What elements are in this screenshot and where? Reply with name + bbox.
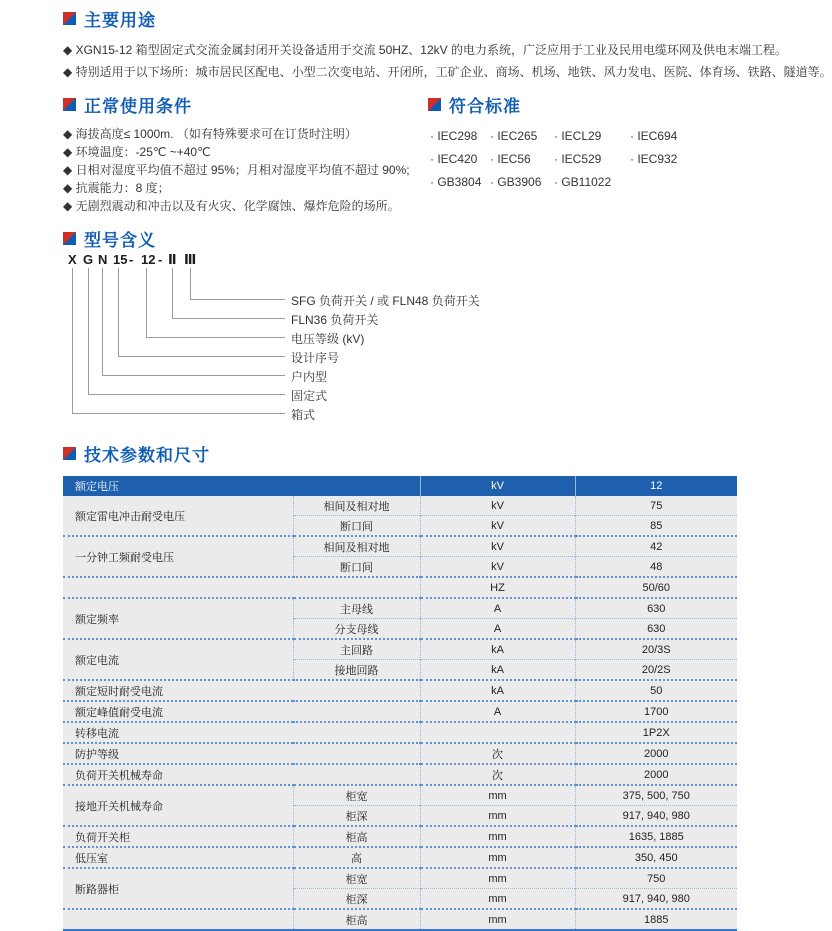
cell-value: 917, 940, 980 <box>575 889 737 910</box>
section-conditions <box>63 92 433 215</box>
section-title-specs <box>63 441 737 466</box>
table-row <box>63 577 737 598</box>
cell-sub: 柜深 <box>293 806 420 827</box>
cell-value: 2000 <box>575 743 737 764</box>
branch-line <box>172 318 285 319</box>
cell-value: 630 <box>575 598 737 619</box>
model-branch-label: 户内型 <box>291 370 328 384</box>
model-code-part: 12 <box>141 252 156 267</box>
cell-sub: 柜深 <box>293 889 420 910</box>
standard-item: · GB3804 <box>430 175 482 189</box>
page-section-heading: 正常使用条件 <box>84 97 192 116</box>
table-row <box>63 598 737 619</box>
page-section-heading: 型号含义 <box>84 231 156 250</box>
cell-unit: mm <box>420 806 575 827</box>
branch-line <box>72 413 285 414</box>
cell-unit: kV <box>420 557 575 578</box>
cell-value: 1700 <box>575 701 737 722</box>
standard-item: · IEC298 <box>430 129 478 143</box>
section-standards <box>428 92 748 189</box>
branch-line <box>146 337 285 338</box>
page-section-heading: 符合标准 <box>449 97 521 116</box>
cell-unit: 次 <box>420 764 575 785</box>
cell-value: 630 <box>575 619 737 640</box>
bullet-line: ◆ 日相对湿度平均值不超过 95%；月相对湿度平均值不超过 90%; <box>63 163 410 177</box>
cell-parameter: 转移电流 <box>63 722 420 743</box>
branch-line <box>102 268 103 375</box>
table-row <box>63 743 737 764</box>
cell-unit: mm <box>420 826 575 847</box>
bullet-line: ◆ 海拔高度≤ 1000m. （如有特殊要求可在订货时注明） <box>63 127 357 141</box>
table-row <box>63 909 737 930</box>
cell-value: 48 <box>575 557 737 578</box>
branch-line <box>88 268 89 394</box>
standard-item: · IECL29 <box>554 129 602 143</box>
cell-unit: mm <box>420 868 575 889</box>
cell-sub: 主母线 <box>293 598 420 619</box>
model-branch-label: 箱式 <box>291 408 316 422</box>
section-marker-icon <box>63 98 76 111</box>
cell-value: 20/3S <box>575 639 737 660</box>
table-row <box>63 785 737 806</box>
cell-parameter: 防护等级 <box>63 743 420 764</box>
page-section-heading: 技术参数和尺寸 <box>84 446 210 465</box>
header-cell-value: 12 <box>575 476 737 496</box>
cell-value: 75 <box>575 496 737 516</box>
cell-value: 2000 <box>575 764 737 785</box>
cell-parameter: 负荷开关柜 <box>63 826 293 847</box>
branch-line <box>118 268 119 356</box>
cell-parameter: 接地开关机械寿命 <box>63 785 293 826</box>
cell-value: 750 <box>575 868 737 889</box>
section-title-main-use <box>63 6 753 31</box>
section-marker-icon <box>63 232 76 245</box>
section-marker-icon <box>63 12 76 25</box>
bullet-line: ◆ 无剧烈震动和冲击以及有火灾、化学腐蚀、爆炸危险的场所。 <box>63 199 400 213</box>
table-row <box>63 496 737 516</box>
model-code-part: - <box>158 252 163 267</box>
standard-item: · GB3906 <box>490 175 542 189</box>
cell-unit: 次 <box>420 743 575 764</box>
table-row <box>63 826 737 847</box>
table-row <box>63 722 737 743</box>
cell-sub: 柜高 <box>293 826 420 847</box>
cell-parameter: 低压室 <box>63 847 293 868</box>
cell-parameter <box>63 909 293 930</box>
cell-sub: 断口间 <box>293 557 420 578</box>
table-row <box>63 847 737 868</box>
cell-sub: 柜宽 <box>293 868 420 889</box>
table-header-row <box>63 476 737 496</box>
model-code-part: - <box>129 252 134 267</box>
standard-item: · IEC694 <box>630 129 678 143</box>
standard-item: · IEC932 <box>630 152 678 166</box>
section-specs <box>63 441 737 931</box>
branch-line <box>72 268 73 413</box>
table-row <box>63 868 737 889</box>
cell-value: 42 <box>575 536 737 557</box>
table-row <box>63 536 737 557</box>
section-main-use <box>63 6 832 83</box>
standard-item: · IEC420 <box>430 152 478 166</box>
cell-unit: HZ <box>420 577 575 598</box>
table-row <box>63 639 737 660</box>
cell-unit: kV <box>420 516 575 537</box>
cell-sub: 相间及相对地 <box>293 496 420 516</box>
cell-parameter <box>63 577 420 598</box>
section-title-model <box>63 226 753 251</box>
section-title-conditions <box>63 92 433 117</box>
cell-parameter: 额定雷电冲击耐受电压 <box>75 510 185 523</box>
model-code-part: G <box>83 252 94 267</box>
main-use-bullets <box>63 39 832 83</box>
model-branch-label: SFG 负荷开关 / 或 FLN48 负荷开关 <box>291 294 480 308</box>
cell-sub: 相间及相对地 <box>293 536 420 557</box>
header-cell-parameter: 额定电压 <box>63 476 420 496</box>
section-marker-icon <box>63 447 76 460</box>
table-row <box>63 764 737 785</box>
cell-sub: 分支母线 <box>293 619 420 640</box>
standard-item: · IEC265 <box>490 129 538 143</box>
branch-line <box>190 299 285 300</box>
section-model-meaning <box>63 226 753 436</box>
cell-unit: mm <box>420 909 575 930</box>
cell-unit: mm <box>420 785 575 806</box>
cell-unit: kA <box>420 660 575 681</box>
page-section-heading: 主要用途 <box>84 11 156 30</box>
cell-value: 350, 450 <box>575 847 737 868</box>
model-branch-label: 设计序号 <box>291 351 340 365</box>
cell-sub: 接地回路 <box>293 660 420 681</box>
cell-value: 50/60 <box>575 577 737 598</box>
cell-unit: A <box>420 619 575 640</box>
cell-sub: 柜宽 <box>293 785 420 806</box>
model-code-part: Ⅲ <box>184 252 197 267</box>
cell-unit: A <box>420 598 575 619</box>
standard-item: · IEC529 <box>554 152 602 166</box>
cell-unit: kA <box>420 680 575 701</box>
cell-parameter: 一分钟工频耐受电压 <box>63 536 293 577</box>
cell-parameter: 额定峰值耐受电流 <box>63 701 420 722</box>
branch-line <box>102 375 285 376</box>
branch-line <box>146 268 147 337</box>
standards-list <box>430 129 748 189</box>
model-code-part: 15 <box>113 252 128 267</box>
branch-line <box>190 268 191 299</box>
branch-line <box>172 268 173 318</box>
header-cell-unit: kV <box>420 476 575 496</box>
cell-parameter: 额定频率 <box>63 598 293 639</box>
cell-sub: 主回路 <box>293 639 420 660</box>
cell-value: 85 <box>575 516 737 537</box>
bullet-line: ◆ XGN15-12 箱型固定式交流金属封闭开关设备适用于交流 50HZ、12kV 的电力系统，广泛应用于工业及民用电缆环网及供电末端工程。 <box>63 43 787 57</box>
branch-line <box>88 394 285 395</box>
cell-value: 1P2X <box>575 722 737 743</box>
cell-parameter: 负荷开关机械寿命 <box>63 764 420 785</box>
cell-value: 1635, 1885 <box>575 826 737 847</box>
cell-value: 20/2S <box>575 660 737 681</box>
cell-parameter: 断路器柜 <box>63 868 293 909</box>
cell-parameter: 额定短时耐受电流 <box>63 680 420 701</box>
standard-item: · IEC56 <box>490 152 531 166</box>
bullet-line: ◆ 环境温度：-25℃ ~+40℃ <box>63 145 211 159</box>
table-row <box>63 680 737 701</box>
cell-unit: mm <box>420 889 575 910</box>
cell-value: 917, 940, 980 <box>575 806 737 827</box>
cell-value: 50 <box>575 680 737 701</box>
spec-table <box>63 476 737 931</box>
cell-value: 1885 <box>575 909 737 930</box>
section-title-standards <box>428 92 748 117</box>
model-branch-label: 电压等级 (kV) <box>291 332 365 346</box>
cell-unit: kV <box>420 496 575 516</box>
cell-sub: 断口间 <box>293 516 420 537</box>
cell-unit: kV <box>420 536 575 557</box>
bullet-line: ◆ 特别适用于以下场所：城市居民区配电、小型二次变电站、开闭所，工矿企业、商场、机场、地铁、风力发电、医院、体育场、铁路、隧道等。 <box>63 65 832 79</box>
cell-unit: mm <box>420 847 575 868</box>
bullet-line: ◆ 抗震能力：8 度； <box>63 181 170 195</box>
section-marker-icon <box>428 98 441 111</box>
model-branch-label: 固定式 <box>291 389 328 403</box>
standard-item: · GB11022 <box>554 175 612 189</box>
cell-parameter: 额定电流 <box>63 639 293 680</box>
table-row <box>63 701 737 722</box>
branch-line <box>118 356 285 357</box>
conditions-bullets <box>63 125 433 215</box>
cell-unit: A <box>420 701 575 722</box>
cell-unit: kA <box>420 639 575 660</box>
model-code-part: N <box>98 252 108 267</box>
cell-sub: 柜高 <box>293 909 420 930</box>
model-code-part: X <box>68 252 77 267</box>
model-code-part: Ⅱ <box>168 252 177 267</box>
cell-value: 375, 500, 750 <box>575 785 737 806</box>
cell-unit <box>420 722 575 743</box>
cell-sub: 高 <box>293 847 420 868</box>
model-branch-label: FLN36 负荷开关 <box>291 313 379 327</box>
